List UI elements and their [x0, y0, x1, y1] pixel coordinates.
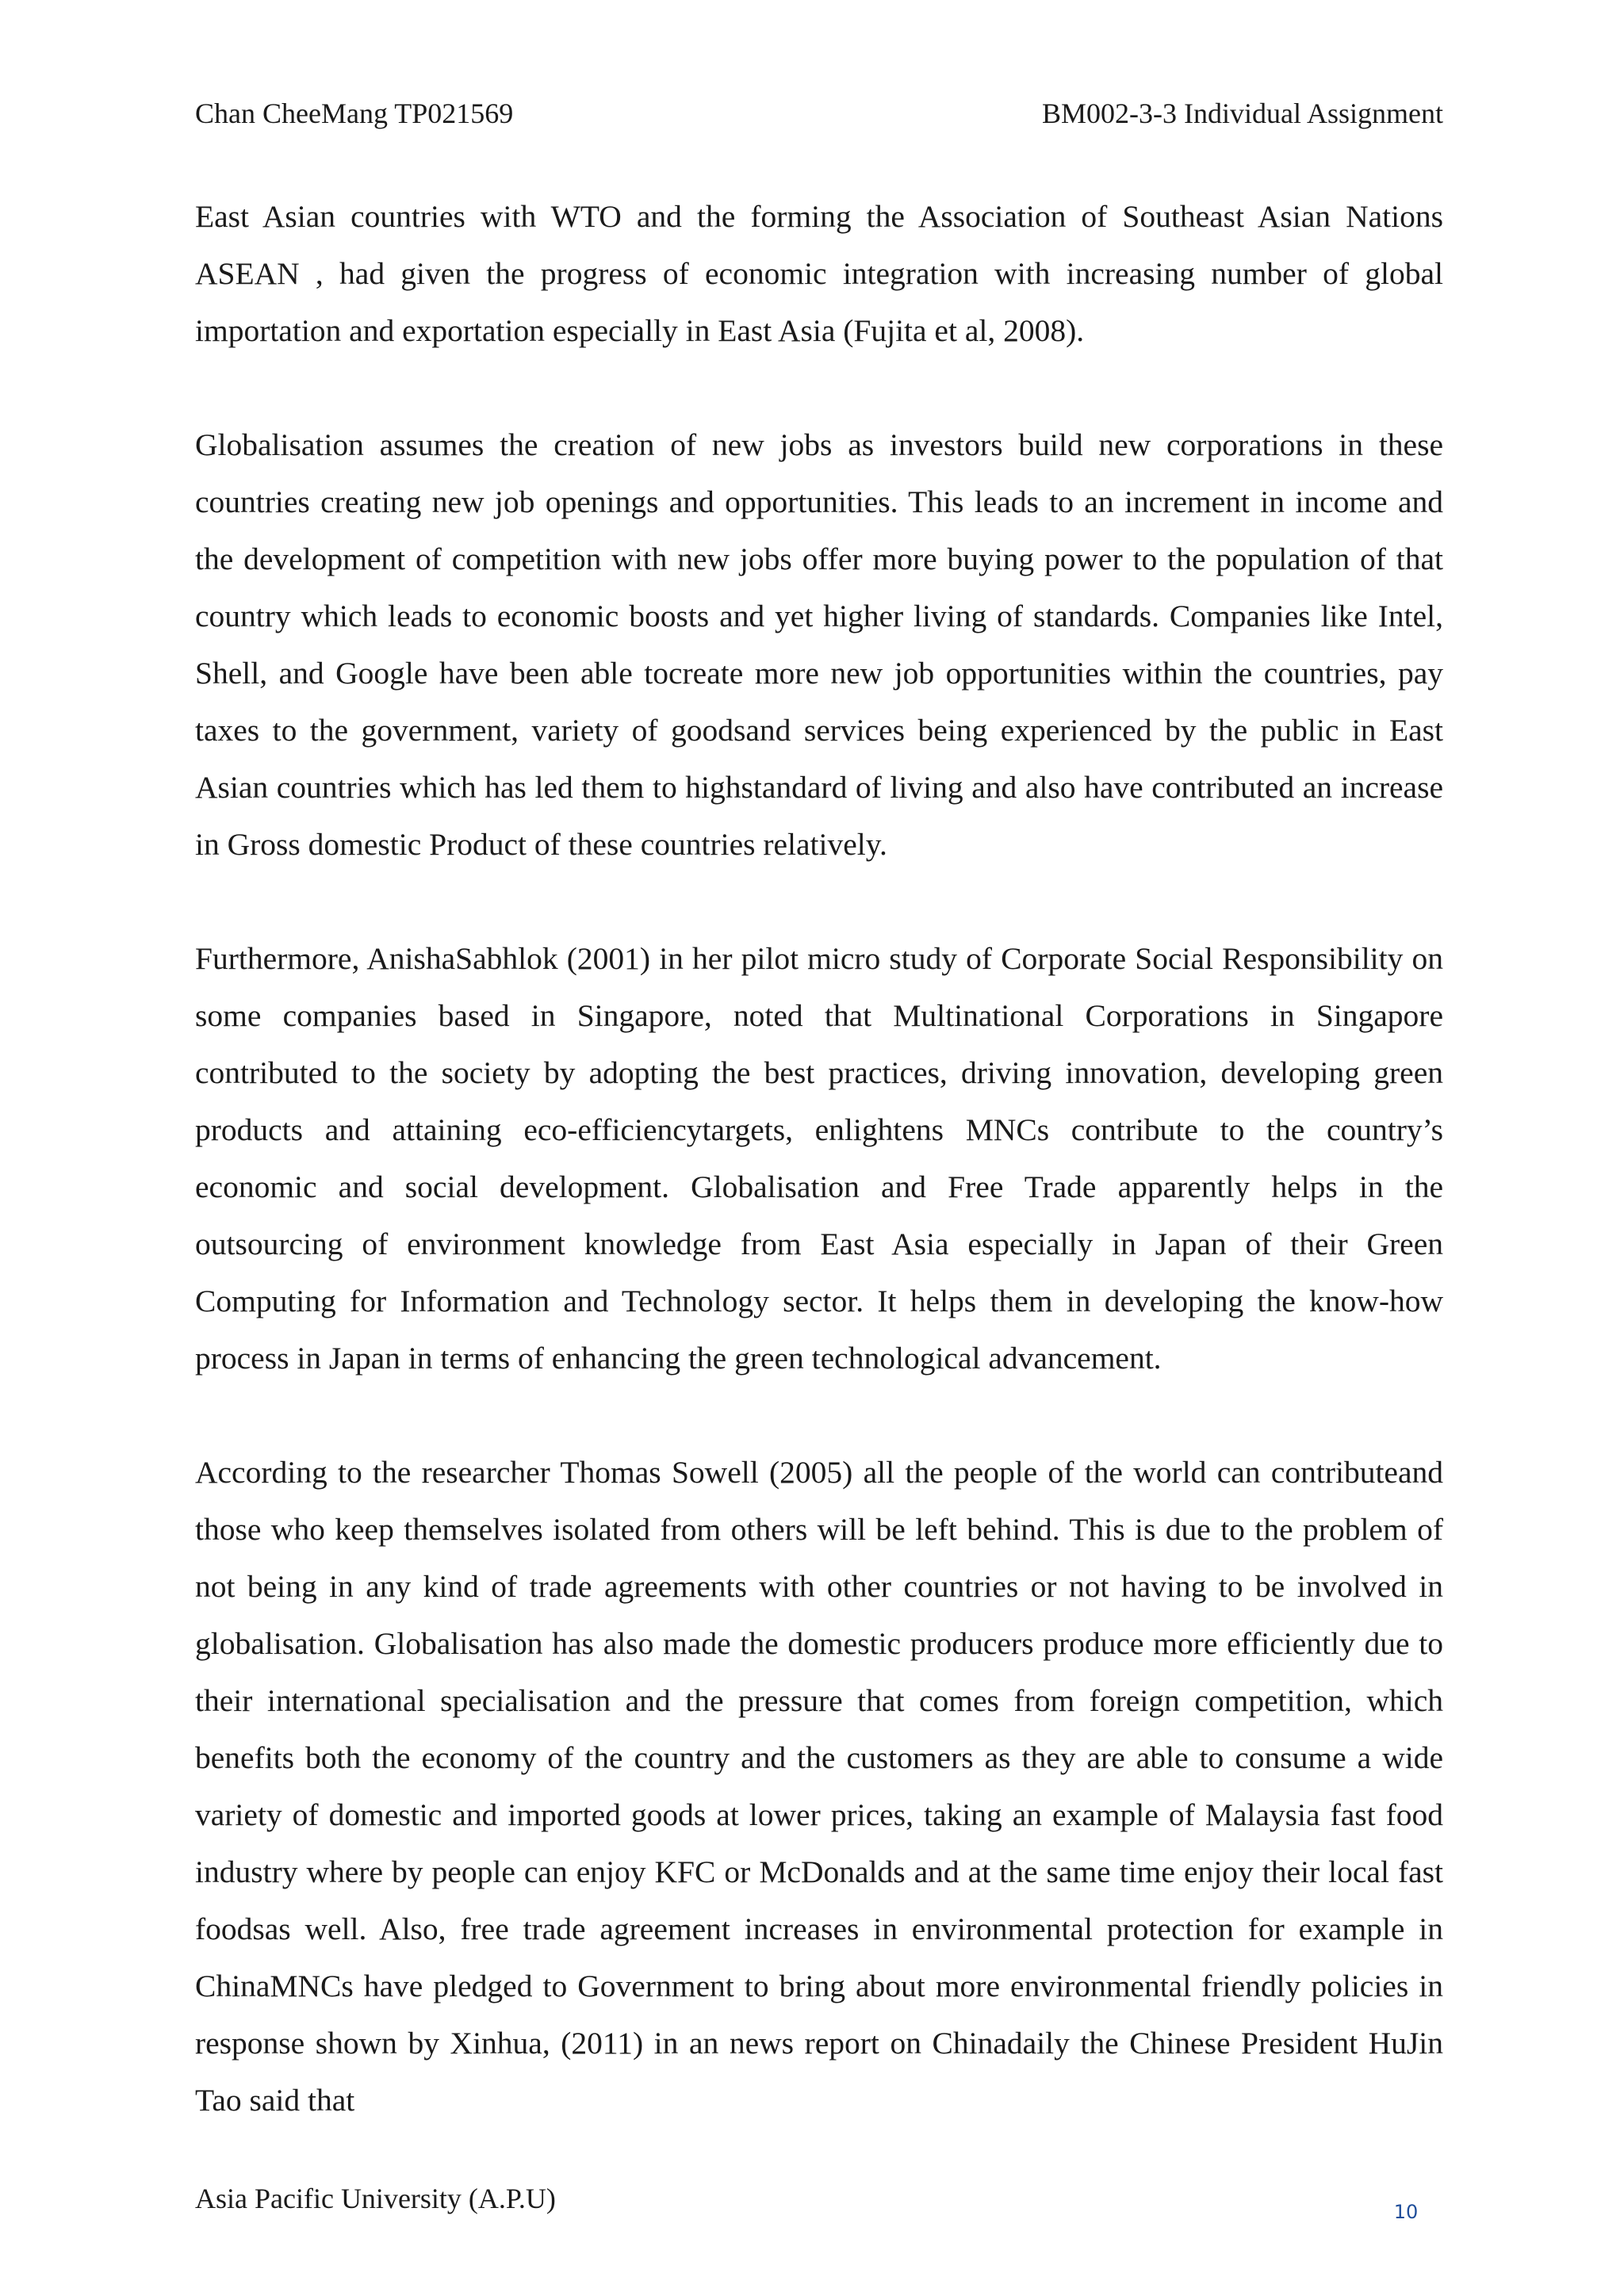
paragraph-1: East Asian countries with WTO and the forming the Association of Southeast Asian Nations ASEAN , had given the progress of economic integration with increasing number of global importation and exportation especially in East Asia (Fujita et al, 2008).: [195, 199, 1443, 348]
page-header: [195, 94, 1443, 133]
footer-university: Asia Pacific University (A.P.U): [195, 2183, 556, 2214]
header-author-id: Chan CheeMang TP021569: [195, 98, 514, 129]
page-number: 10: [1393, 2201, 1419, 2223]
body-text: [195, 188, 1443, 2186]
paragraph-2: Globalisation assumes the creation of new jobs as investors build new corporations in these countries creating new job openings and opportunities. This leads to an increment in income and the development of competition with new jobs offer more buying power to the population of that country which leads to economic boosts and yet higher living of standards. Companies like Intel, Shell, and Google have been able tocreate more new job opportunities within the countries, pay taxes to the government, variety of goodsand services being experienced by the public in East Asian countries which has led them to highstandard of living and also have contributed an increase in Gross domestic Product of these countries relatively.: [195, 427, 1443, 862]
paragraph-4: According to the researcher Thomas Sowell (2005) all the people of the world can contributeand those who keep themselves isolated from others will be left behind. This is due to the problem of not being in any kind of trade agreements with other countries or not having to be involved in globalisation. Globalisation has also made the domestic producers produce more efficiently due to their international specialisation and the pressure that comes from foreign competition, which benefits both the economy of the country and the customers as they are able to consume a wide variety of domestic and imported goods at lower prices, taking an example of Malaysia fast food industry where by people can enjoy KFC or McDonalds and at the same time enjoy their local fast foodsas well. Also, free trade agreement increases in environmental protection for example in ChinaMNCs have pledged to Government to bring about more environmental friendly policies in response shown by Xinhua, (2011) in an news report on Chinadaily the Chinese President HuJin Tao said that: [195, 1455, 1443, 2118]
header-assignment-title: BM002-3-3 Individual Assignment: [1042, 98, 1443, 129]
paragraph-3: Furthermore, AnishaSabhlok (2001) in her pilot micro study of Corporate Social Responsibility on some companies based in Singapore, noted that Multinational Corporations in Singapore contributed to the society by adopting the best practices, driving innovation, developing green products and attaining eco-efficiencytargets, enlightens MNCs contribute to the country’s economic and social development. Globalisation and Free Trade apparently helps in the outsourcing of environment knowledge from East Asia especially in Japan of their Green Computing for Information and Technology sector. It helps them in developing the know-how process in Japan in terms of enhancing the green technological advancement.: [195, 941, 1443, 1376]
